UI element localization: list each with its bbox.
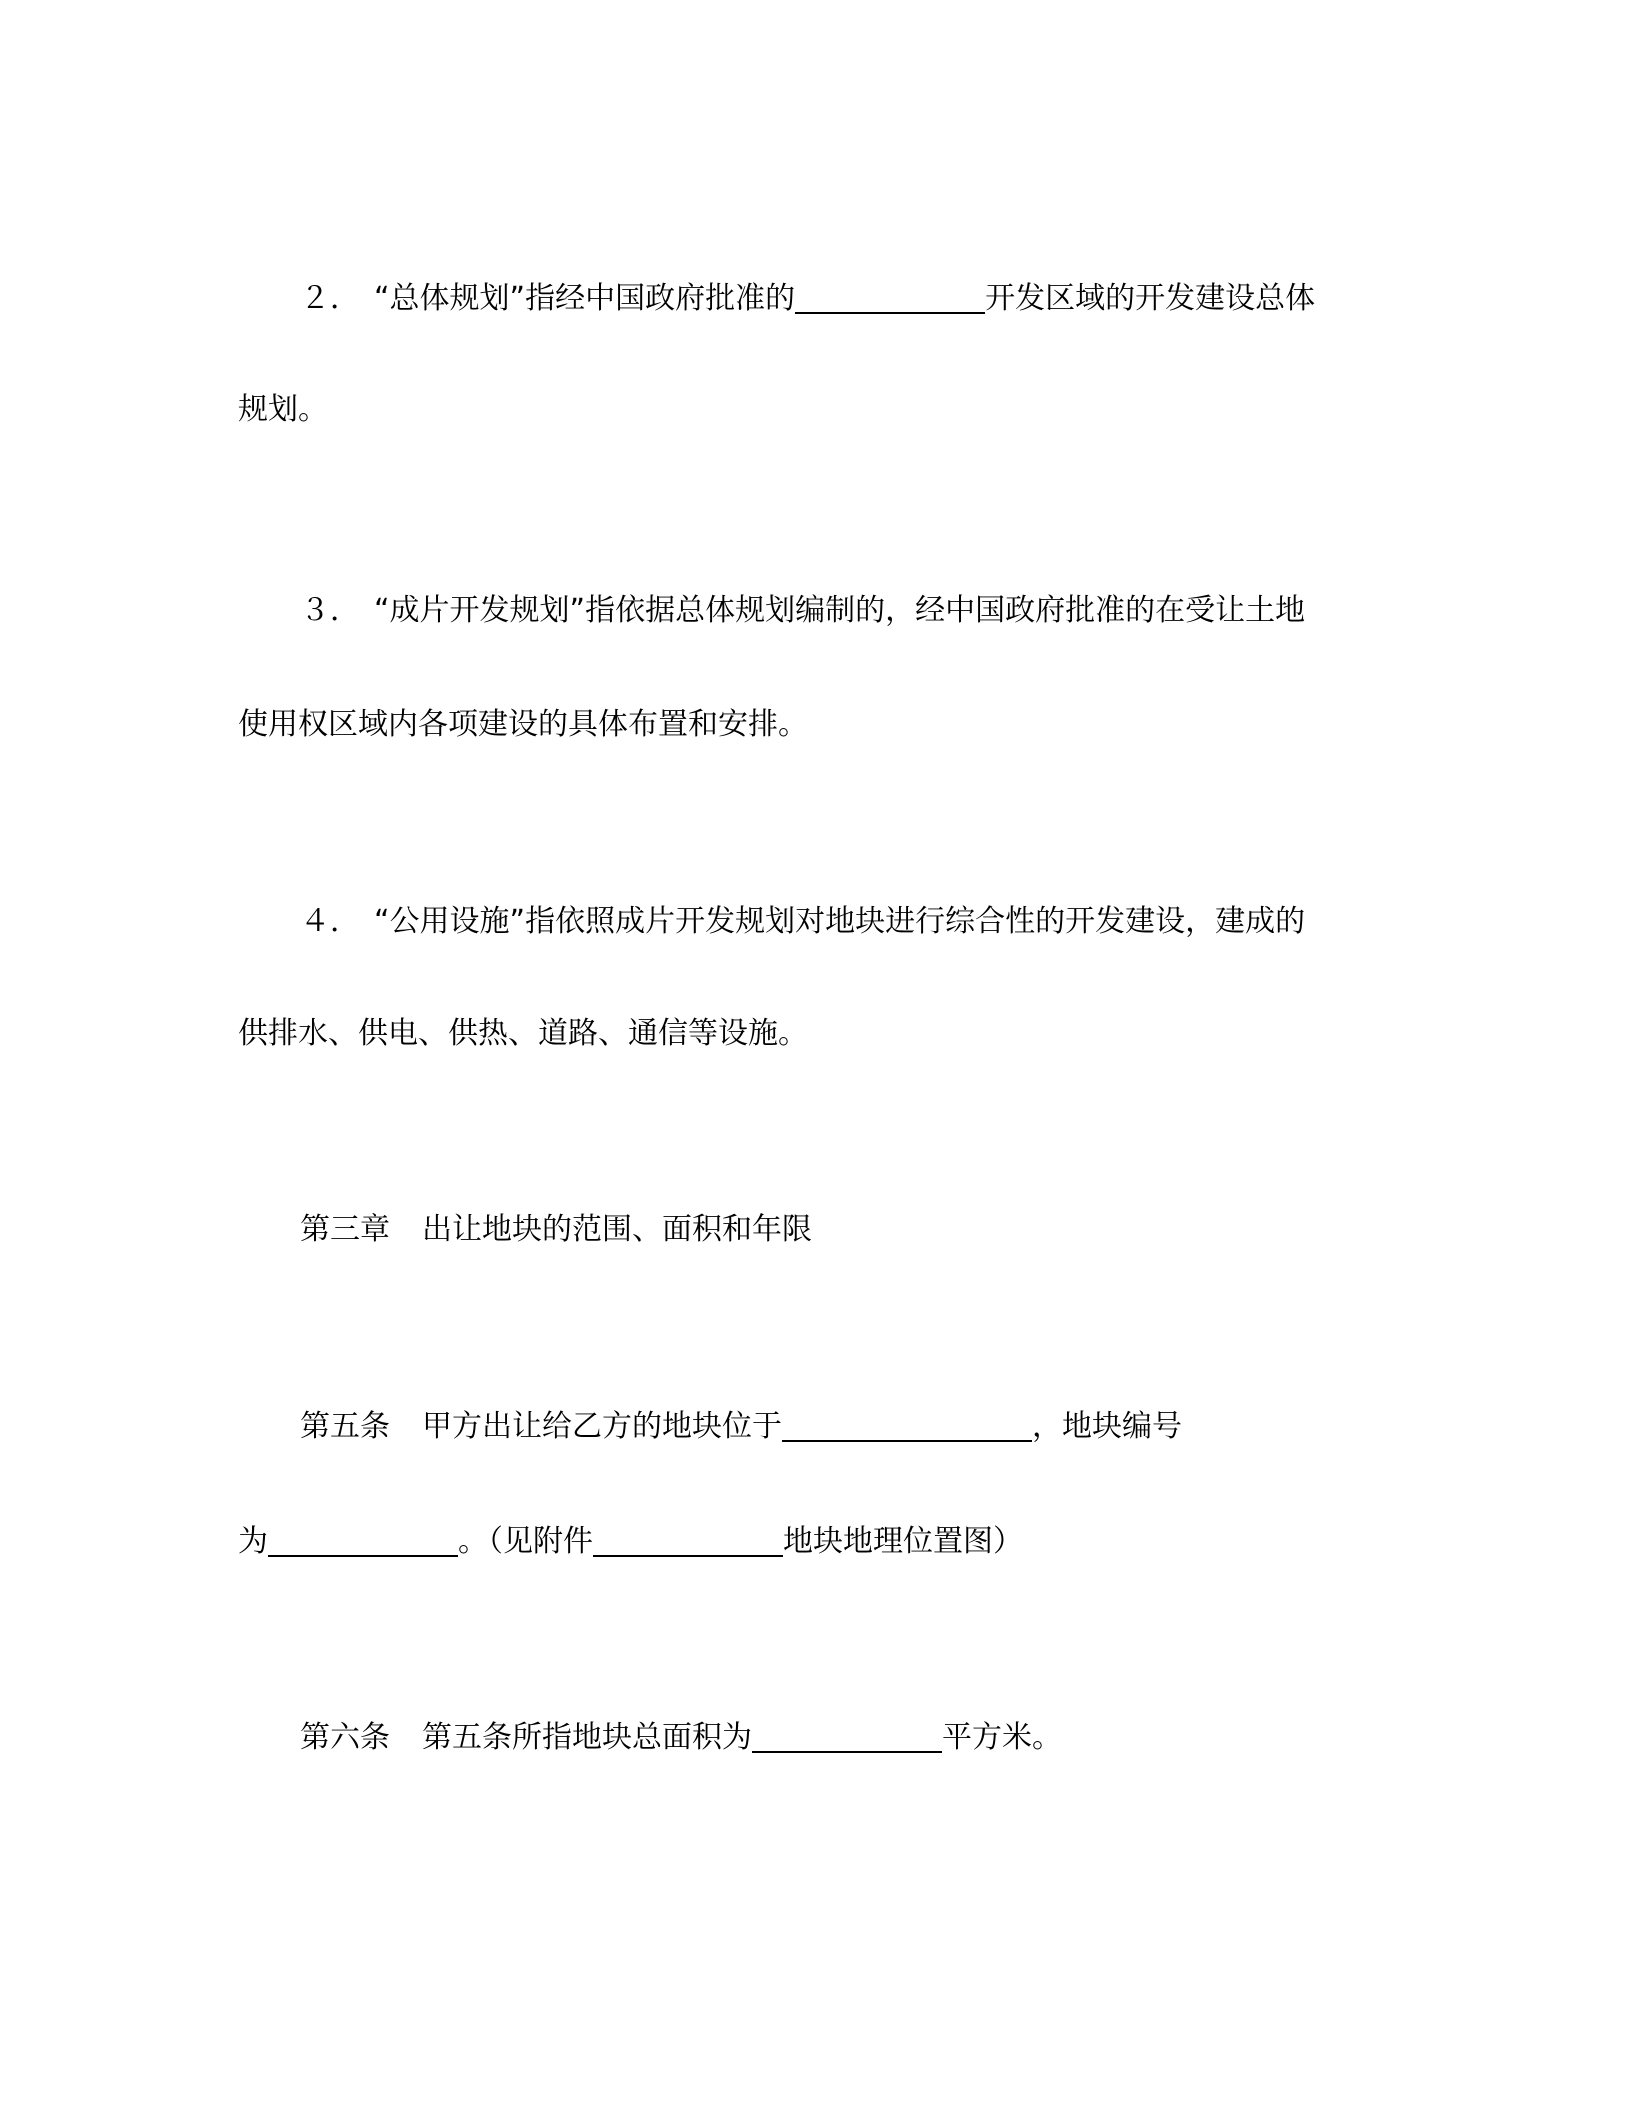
clause-4-text-cont: 供排水、供电、供热、道路、通信等设施。: [238, 1016, 808, 1051]
clause-3-text-cont: 使用权区域内各项建设的具体布置和安排。: [238, 707, 808, 742]
clause-4-text: “公用设施”指依照成片开发规划对地块进行综合性的开发建设，建成的: [374, 904, 1306, 939]
article-5-number-blank: [268, 1525, 458, 1557]
clause-2-line-2: [238, 392, 328, 427]
article-5-location-blank: [782, 1410, 1032, 1442]
clause-3-line-2: [238, 707, 808, 742]
article-5-line-2: [238, 1525, 1023, 1557]
clause-4-line-2: [238, 1016, 808, 1051]
article-5-attachment-blank: [593, 1525, 783, 1557]
article-6-area-blank: [752, 1721, 942, 1753]
article-6-line-1: [300, 1721, 1062, 1753]
clause-2-blank-field: [795, 282, 985, 314]
clause-3-line-1: [300, 593, 1306, 628]
article-5-text-cont-end: 地块地理位置图）: [783, 1524, 1023, 1559]
article-6-text-start: 第五条所指地块总面积为: [422, 1720, 752, 1755]
clause-3-text: “成片开发规划”指依据总体规划编制的，经中国政府批准的在受让土地: [374, 593, 1306, 628]
article-5-text-cont-start: 为: [238, 1524, 268, 1559]
clause-4-number: ４．: [300, 904, 360, 939]
article-6-text-end: 平方米。: [942, 1720, 1062, 1755]
clause-2-number: ２．: [300, 281, 360, 316]
article-5-text-end: ，地块编号: [1032, 1409, 1182, 1444]
clause-3-number: ３．: [300, 593, 360, 628]
article-5-label: 第五条: [300, 1409, 390, 1444]
article-5-text-cont-mid: 。（见附件: [458, 1524, 593, 1559]
clause-4-line-1: [300, 904, 1306, 939]
clause-2-text-start: “总体规划”指经中国政府批准的: [374, 281, 796, 316]
clause-2-text-cont: 规划。: [238, 392, 328, 427]
article-6-label: 第六条: [300, 1720, 390, 1755]
chapter-3-label: 第三章: [300, 1212, 390, 1247]
chapter-3-heading: [300, 1212, 812, 1247]
article-5-line-1: [300, 1410, 1182, 1442]
clause-2-line-1: [300, 282, 1315, 314]
article-5-text-start: 甲方出让给乙方的地块位于: [422, 1409, 782, 1444]
chapter-3-title: 出让地块的范围、面积和年限: [422, 1212, 812, 1247]
clause-2-text-end: 开发区域的开发建设总体: [985, 281, 1316, 316]
